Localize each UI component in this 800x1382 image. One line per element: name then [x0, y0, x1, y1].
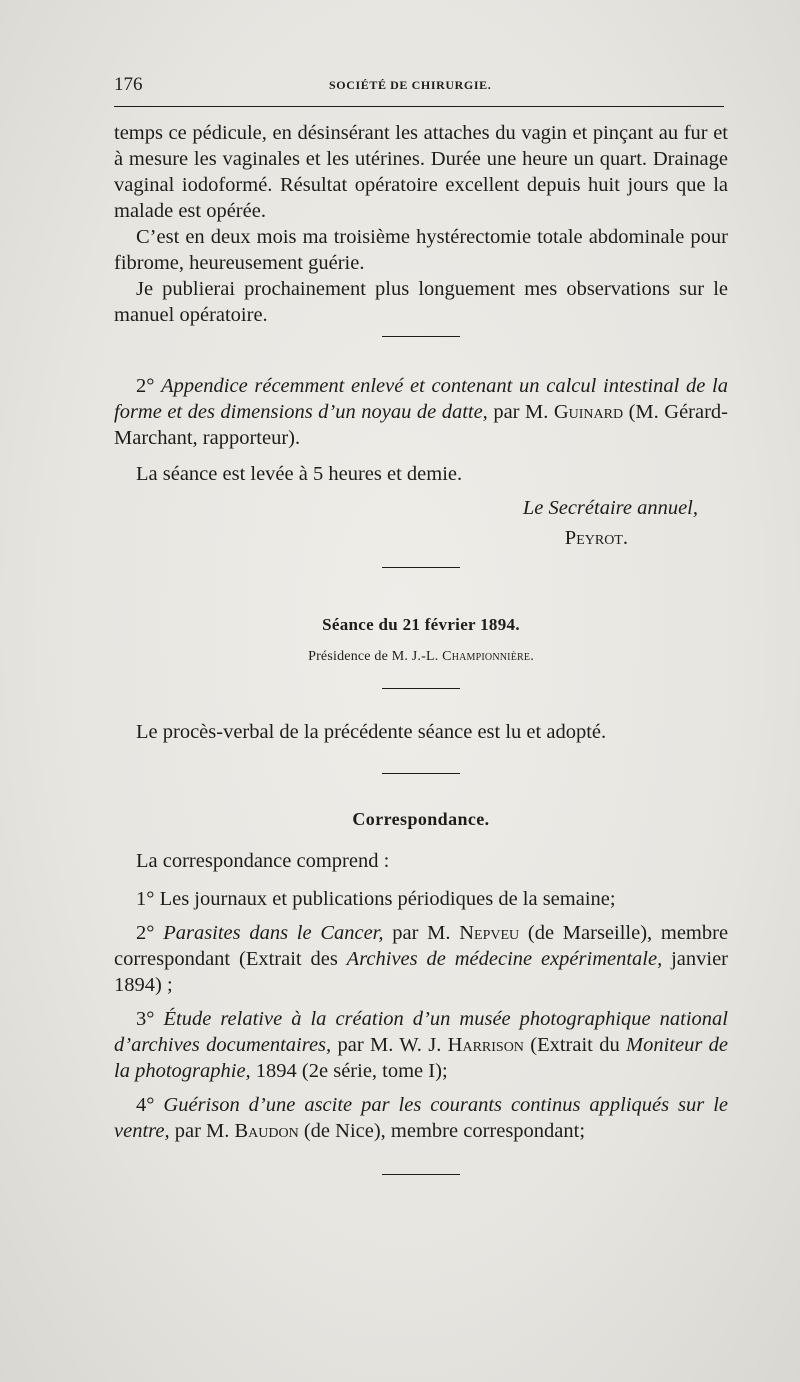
proces-verbal: Le procès-verbal de la précédente séance est lu et adopté. — [136, 721, 607, 743]
seance-levee: La séance est levée à 5 heures et demie. — [136, 463, 463, 485]
item-par: par M. — [493, 401, 549, 423]
paragraph-operation-continued: temps ce pédicule, en désinsérant les attaches du vagin et pinçant au fur et à mesure les vaginales et les utérines. Durée une heure un quart. Drainage vaginal iodoformé. Résultat opératoire excellent depuis huit jours que la malade est opérée. — [114, 122, 728, 222]
author-name: Harrison — [447, 1034, 524, 1056]
secretary-title: Le Secrétaire annuel, — [522, 497, 698, 519]
page-header — [114, 72, 724, 98]
presidence-line: Présidence de M. J.-L. Championnière. — [308, 649, 534, 664]
running-head: SOCIÉTÉ DE CHIRURGIE. — [329, 78, 492, 92]
secretary-name: Peyrot. — [564, 527, 628, 549]
correspondance-item-4: 4° Guérison d’une ascite par les courants continus appliqués sur le ventre, par M. Baudon (de Nice), membre correspondant; — [114, 1094, 729, 1142]
page-number: 176 — [114, 74, 143, 95]
rapporteur: (M. Gérard-Marchant, rapporteur). — [114, 401, 729, 449]
author-name: Guinard — [553, 401, 624, 423]
correspondance-intro: La correspondance comprend : — [136, 850, 390, 872]
correspondance-title: Correspondance. — [352, 809, 490, 829]
paragraph-hysterectomie: C’est en deux mois ma troisième hystérectomie totale abdominale pour fibrome, heureusement guérie. — [114, 226, 728, 274]
author-name: Baudon — [234, 1120, 299, 1142]
main-text — [114, 120, 728, 1175]
paragraph-publication: Je publierai prochainement plus longuement mes observations sur le manuel opératoire. — [114, 278, 728, 326]
section-divider — [382, 688, 460, 689]
section-divider — [382, 567, 460, 568]
seance-title: Séance du 21 février 1894. — [322, 615, 520, 634]
author-name: Nepveu — [459, 922, 520, 944]
section-divider — [382, 773, 460, 774]
item-number: 2° — [136, 375, 155, 397]
item-appendice — [114, 373, 728, 451]
item-title: Appendice récemment enlevé et contenant un calcul intestinal de la forme et des dimensions d’un noyau de datte, — [114, 375, 729, 423]
header-rule — [114, 106, 724, 107]
correspondance-item-2: 2° Parasites dans le Cancer, par M. Nepveu (de Marseille), membre correspondant (Extrait des Archives de médecine expérimentale, janvier 1894) ; — [114, 922, 729, 996]
section-divider — [382, 336, 460, 337]
correspondance-item-3: 3° Étude relative à la création d’un musée photographique national d’archives documentaires, par M. W. J. Harrison (Extrait du Moniteur de la photographie, 1894 (2e série, tome I); — [114, 1008, 729, 1082]
section-divider — [382, 1174, 460, 1175]
correspondance-item-1: 1° Les journaux et publications périodiques de la semaine; — [136, 888, 616, 910]
